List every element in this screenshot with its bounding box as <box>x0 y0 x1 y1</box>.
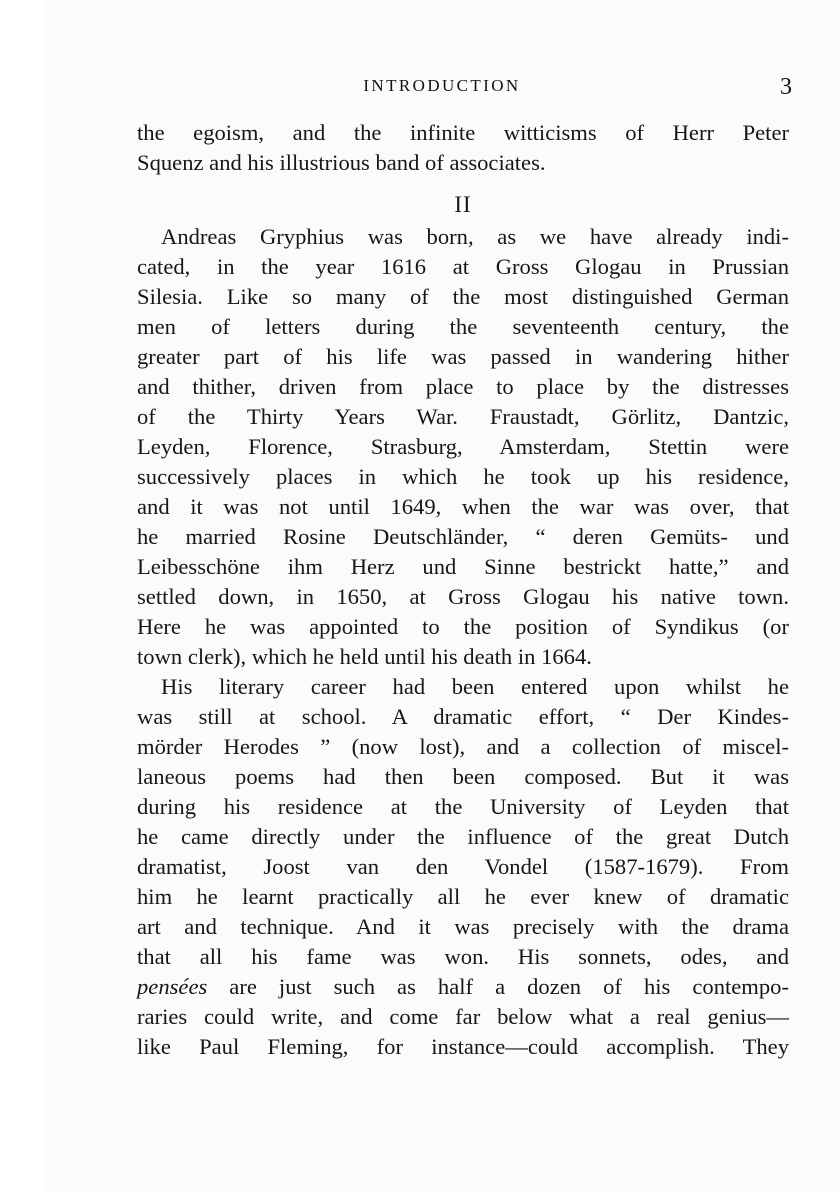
text-line: laneous poems had then been composed. But it was <box>137 764 789 789</box>
text-line: town clerk), which he held until his death in 1664. <box>137 644 592 669</box>
section-number: II <box>454 192 472 217</box>
text-line: art and technique. And it was precisely with the drama <box>137 914 789 939</box>
text-line: the egoism, and the infinite witticisms of Herr Peter <box>137 120 789 145</box>
text-line: settled down, in 1650, at Gross Glogau his native town. <box>137 584 789 609</box>
text-line: Here he was appointed to the position of Syndikus (or <box>137 614 789 639</box>
text-line: like Paul Fleming, for instance—could accomplish. They <box>137 1034 789 1059</box>
text-line: cated, in the year 1616 at Gross Glogau in Prussian <box>137 254 789 279</box>
text-line <box>137 972 789 1002</box>
italic-word: pensées <box>137 974 208 999</box>
text-line: he came directly under the influence of the great Dutch <box>137 824 789 849</box>
page-number: 3 <box>780 74 792 100</box>
paragraph-literary-career <box>137 672 789 1062</box>
text-fragment: are just such as half a dozen of his contempo- <box>207 974 789 999</box>
paragraph-biography <box>137 222 789 672</box>
text-line: and thither, driven from place to place by the distresses <box>137 374 789 399</box>
text-line: raries could write, and come far below what a real genius— <box>137 1004 789 1029</box>
running-head <box>44 76 840 104</box>
text-line: he married Rosine Deutschländer, “ deren Gemüts- und <box>137 524 789 549</box>
text-line: was still at school. A dramatic effort, “ Der Kindes- <box>137 704 789 729</box>
text-line: men of letters during the seventeenth century, the <box>137 314 789 339</box>
text-line: dramatist, Joost van den Vondel (1587-1679). From <box>137 854 789 879</box>
text-line: Leibesschöne ihm Herz und Sinne bestrickt hatte,” and <box>137 554 789 579</box>
text-line: greater part of his life was passed in wandering hither <box>137 344 789 369</box>
text-line: him he learnt practically all he ever knew of dramatic <box>137 884 789 909</box>
text-line: of the Thirty Years War. Fraustadt, Görlitz, Dantzic, <box>137 404 789 429</box>
text-line: Squenz and his illustrious band of associates. <box>137 150 546 175</box>
text-line: His literary career had been entered upon whilst he <box>161 674 789 699</box>
text-line: Leyden, Florence, Strasburg, Amsterdam, Stettin were <box>137 434 789 459</box>
text-line: and it was not until 1649, when the war was over, that <box>137 494 789 519</box>
text-line: successively places in which he took up his residence, <box>137 464 789 489</box>
text-line: that all his fame was won. His sonnets, odes, and <box>137 944 789 969</box>
text-line: Andreas Gryphius was born, as we have already indi- <box>161 224 789 249</box>
book-page <box>44 0 840 1191</box>
running-head-title: INTRODUCTION <box>363 76 521 95</box>
text-line: Silesia. Like so many of the most distinguished German <box>137 284 789 309</box>
paragraph-continuation <box>137 118 789 178</box>
text-line: during his residence at the University of Leyden that <box>137 794 789 819</box>
text-line: mörder Herodes ” (now lost), and a collection of miscel- <box>137 734 789 759</box>
body-text <box>137 118 789 1062</box>
